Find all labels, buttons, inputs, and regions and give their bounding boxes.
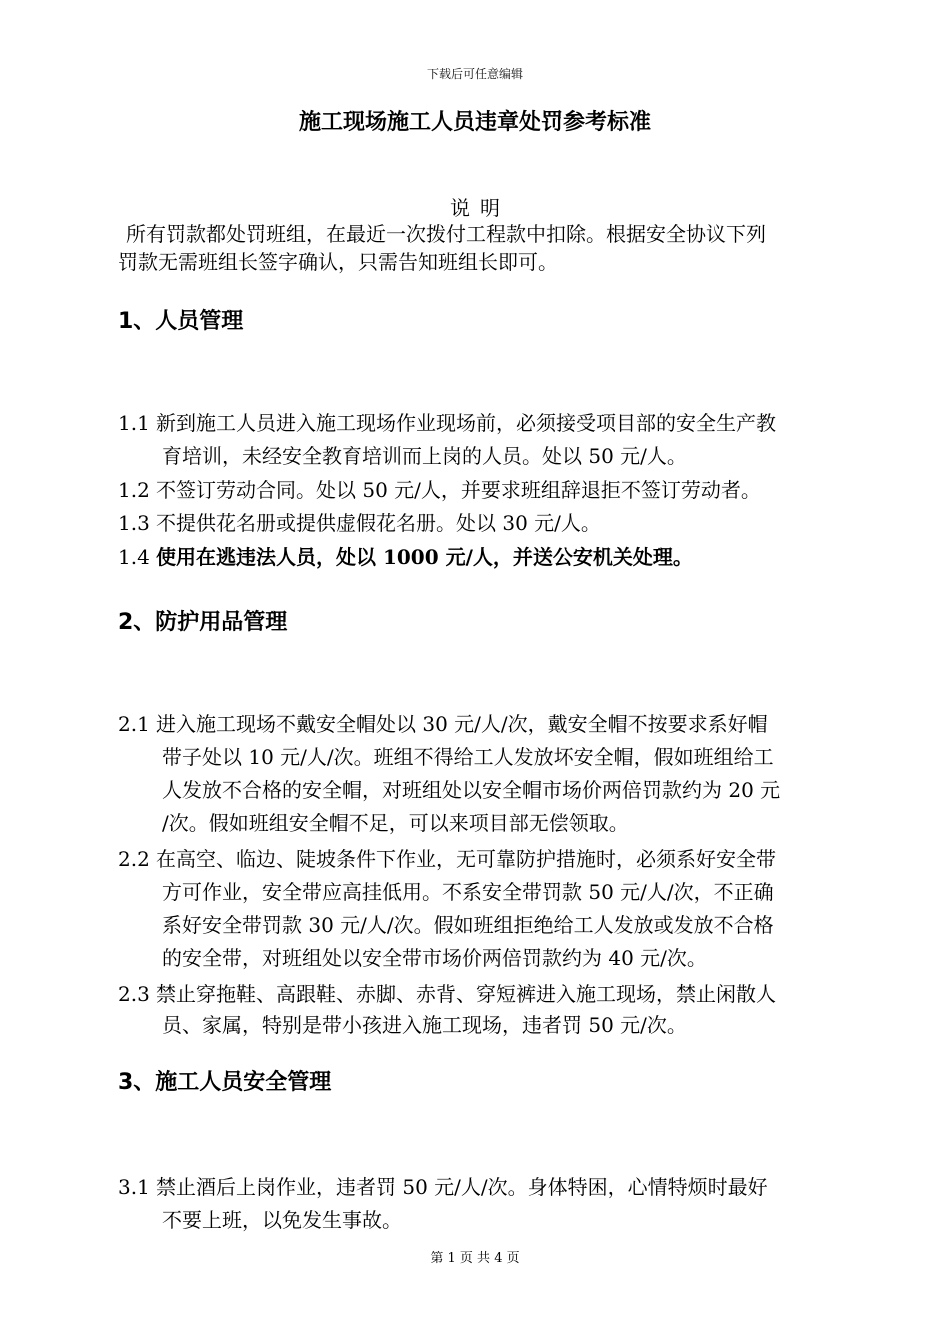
item-text: 不签订劳动合同。处以 50 元/人，并要求班组辞退拒不签订劳动者。	[156, 478, 761, 502]
explanation-line: 所有罚款都处罚班组，在最近一次拨付工程款中扣除。根据安全协议下列	[126, 222, 766, 246]
section-heading: 2、防护用品管理	[118, 610, 288, 635]
section-heading: 3、施工人员安全管理	[118, 1070, 332, 1095]
item-number: 1.1	[118, 411, 150, 435]
header-note: 下载后可任意编辑	[426, 67, 523, 81]
item-text: 员、家属，特别是带小孩进入施工现场，违者罚 50 元/次。	[162, 1013, 687, 1037]
item-number: 1.3	[118, 511, 150, 535]
item-number: 2.2	[118, 847, 150, 871]
list-item	[118, 1171, 858, 1237]
page-footer: 第 1 页 共 4 页	[430, 1251, 520, 1266]
item-text: 不提供花名册或提供虚假花名册。处以 30 元/人。	[156, 511, 601, 535]
item-text: 使用在逃违法人员，处以 1000 元/人，并送公安机关处理。	[156, 545, 693, 569]
list-item	[118, 474, 858, 507]
item-number: 1.2	[118, 478, 150, 502]
item-text: 不要上班，以免发生事故。	[162, 1208, 402, 1232]
explanation-body	[118, 220, 858, 276]
item-number: 2.3	[118, 982, 150, 1006]
list-item	[118, 843, 858, 975]
item-number: 1.4	[118, 545, 150, 569]
list-item	[118, 541, 858, 574]
item-text: 人发放不合格的安全帽，对班组处以安全帽市场价两倍罚款约为 20 元	[162, 778, 781, 802]
item-text: 禁止酒后上岗作业，违者罚 50 元/人/次。身体特困，心情特烦时最好	[156, 1175, 768, 1199]
item-number: 2.1	[118, 712, 150, 736]
item-text: 在高空、临边、陡坡条件下作业，无可靠防护措施时，必须系好安全带	[156, 847, 776, 871]
document-title: 施工现场施工人员违章处罚参考标准	[298, 110, 651, 135]
item-text: 的安全带，对班组处以安全带市场价两倍罚款约为 40 元/次。	[162, 946, 707, 970]
item-text: 新到施工人员进入施工现场作业现场前，必须接受项目部的安全生产教	[156, 411, 776, 435]
item-text: 禁止穿拖鞋、高跟鞋、赤脚、赤背、穿短裤进入施工现场，禁止闲散人	[156, 982, 776, 1006]
list-item	[118, 407, 858, 473]
item-text: /次。假如班组安全帽不足，可以来项目部无偿领取。	[162, 811, 629, 835]
item-text: 方可作业，安全带应高挂低用。不系安全带罚款 50 元/人/次，不正确	[162, 880, 774, 904]
item-text: 进入施工现场不戴安全帽处以 30 元/人/次，戴安全帽不按要求系好帽	[156, 712, 768, 736]
list-item	[118, 978, 858, 1039]
item-text: 带子处以 10 元/人/次。班组不得给工人发放坏安全帽，假如班组给工	[162, 745, 774, 769]
item-number: 3.1	[118, 1175, 150, 1199]
list-item	[118, 708, 858, 840]
item-text: 系好安全带罚款 30 元/人/次。假如班组拒绝给工人发放或发放不合格	[162, 913, 774, 937]
list-item	[118, 507, 858, 540]
item-text: 育培训，未经安全教育培训而上岗的人员。处以 50 元/人。	[162, 444, 687, 468]
explanation-heading: 说明	[450, 196, 510, 220]
explanation-line: 罚款无需班组长签字确认，只需告知班组长即可。	[118, 250, 558, 274]
section-heading: 1、人员管理	[118, 309, 244, 334]
